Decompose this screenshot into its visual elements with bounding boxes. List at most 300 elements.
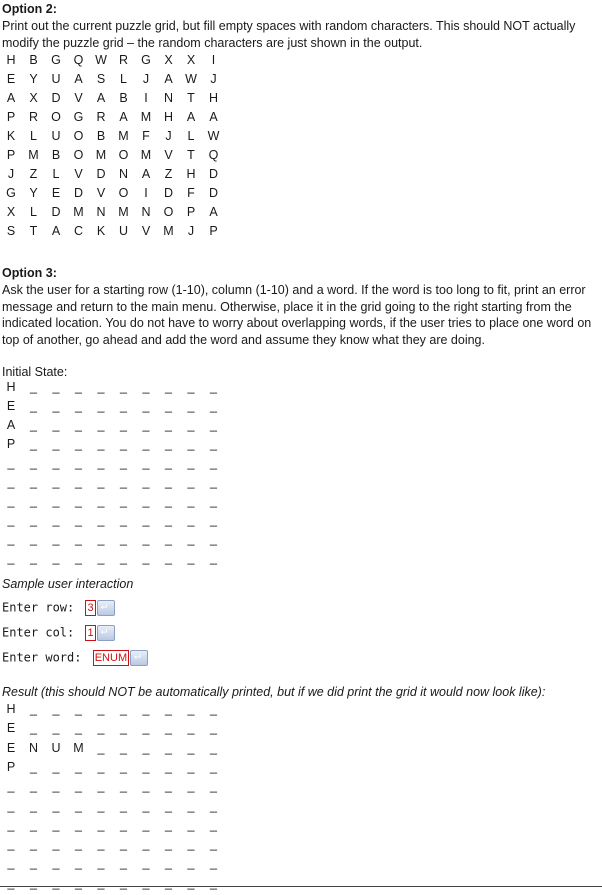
prompt-word <box>2 650 148 666</box>
grid-cell: _ <box>165 551 172 565</box>
grid-cell: _ <box>187 437 195 451</box>
grid-cell: _ <box>120 399 127 413</box>
grid-cell: _ <box>120 513 127 527</box>
grid-row <box>2 129 272 145</box>
grid-cell: F <box>187 186 195 200</box>
grid-cell: _ <box>7 513 15 527</box>
grid-cell: X <box>29 91 38 105</box>
prompt-col-label: Enter col: <box>2 625 75 640</box>
grid-cell: _ <box>165 456 172 470</box>
grid-cell: _ <box>30 418 37 432</box>
grid-cell: _ <box>52 532 60 546</box>
grid-cell: _ <box>165 856 172 871</box>
grid-cell: _ <box>187 456 195 470</box>
grid-cell: _ <box>142 380 150 394</box>
grid-cell: G <box>73 110 84 124</box>
option2-description: Print out the current puzzle grid, but fill empty spaces with random characters. This should NOT actually modify the puzzle grid – the random characters are just shown in the output. <box>2 19 576 50</box>
grid-cell: A <box>164 72 173 86</box>
grid-cell: _ <box>210 551 217 565</box>
grid-cell: D <box>208 186 219 200</box>
grid-cell: _ <box>187 798 195 813</box>
prompt-word-label: Enter word: <box>2 650 82 665</box>
grid-cell: L <box>52 167 60 181</box>
grid-cell: _ <box>52 418 60 432</box>
grid-cell: _ <box>52 856 60 871</box>
grid-cell: V <box>164 148 173 162</box>
grid-cell: _ <box>7 551 15 565</box>
grid-cell: J <box>165 129 172 143</box>
grid-cell: _ <box>120 551 127 565</box>
grid-cell: D <box>96 167 106 181</box>
grid-cell: _ <box>165 399 172 413</box>
grid-cell: _ <box>120 779 127 794</box>
grid-cell: _ <box>142 418 150 432</box>
grid-cell: _ <box>7 817 15 832</box>
grid-cell: T <box>187 148 195 162</box>
grid-cell: M <box>163 224 174 238</box>
grid-cell: _ <box>30 456 37 470</box>
grid-cell: _ <box>120 837 127 852</box>
grid-cell: M <box>118 205 129 219</box>
grid-row <box>2 551 272 567</box>
grid-cell: H <box>6 53 16 67</box>
grid-cell: _ <box>187 380 195 394</box>
grid-cell: _ <box>7 798 15 813</box>
grid-cell: E <box>6 721 16 736</box>
grid-cell: W <box>185 72 197 86</box>
grid-cell: M <box>140 148 152 162</box>
grid-cell: _ <box>97 817 105 832</box>
grid-cell: _ <box>97 399 105 413</box>
grid-cell: _ <box>52 456 60 470</box>
grid-cell: _ <box>75 856 82 871</box>
grid-cell: Z <box>29 167 38 181</box>
grid-cell: _ <box>30 475 37 489</box>
grid-cell: N <box>163 91 174 105</box>
grid-cell: _ <box>142 875 150 890</box>
grid-cell: _ <box>75 798 82 813</box>
grid-row <box>2 456 272 472</box>
grid-cell: _ <box>165 494 172 508</box>
grid-cell: _ <box>210 380 217 394</box>
grid-cell: P <box>186 205 196 219</box>
grid-cell: V <box>96 186 106 200</box>
grid-cell: _ <box>97 456 105 470</box>
grid-cell: S <box>96 72 106 86</box>
grid-cell: _ <box>30 817 37 832</box>
grid-cell: S <box>6 224 16 238</box>
grid-row <box>2 721 272 737</box>
grid-cell: _ <box>142 817 150 832</box>
grid-cell: _ <box>120 418 127 432</box>
grid-cell: _ <box>120 740 127 755</box>
grid-cell: _ <box>75 817 82 832</box>
grid-row <box>2 437 272 453</box>
grid-row <box>2 532 272 548</box>
grid-cell: _ <box>52 494 60 508</box>
grid-cell: _ <box>97 798 105 813</box>
grid-cell: _ <box>7 779 15 794</box>
grid-cell: _ <box>97 837 105 852</box>
grid-cell: _ <box>210 721 217 736</box>
prompt-col <box>2 625 115 641</box>
grid-cell: _ <box>120 798 127 813</box>
grid-cell: _ <box>120 494 127 508</box>
grid-cell: L <box>120 72 127 86</box>
grid-cell: _ <box>210 532 217 546</box>
grid-cell: A <box>74 72 83 86</box>
grid-cell: T <box>29 224 38 238</box>
grid-cell: A <box>6 91 16 105</box>
grid-cell: _ <box>142 437 150 451</box>
grid-cell: V <box>74 167 83 181</box>
grid-cell: _ <box>7 856 15 871</box>
grid-cell: _ <box>120 475 127 489</box>
grid-row <box>2 876 272 892</box>
grid-cell: _ <box>120 856 127 871</box>
grid-cell: _ <box>142 779 150 794</box>
grid-cell: A <box>186 110 196 124</box>
option2-heading: Option 2: <box>2 2 57 16</box>
option3-heading: Option 3: <box>2 266 57 280</box>
grid-cell: O <box>118 186 129 200</box>
grid-cell: _ <box>97 721 105 736</box>
grid-cell: _ <box>187 875 195 890</box>
grid-cell: _ <box>30 702 37 716</box>
grid-row <box>2 167 272 183</box>
grid-cell: P <box>209 224 218 238</box>
grid-cell: _ <box>187 856 195 871</box>
grid-cell: D <box>208 167 219 181</box>
result-label: Result (this should NOT be automatically printed, but if we did print the grid it would now look like): <box>2 685 546 699</box>
grid-cell: A <box>141 167 151 181</box>
grid-cell: _ <box>30 551 37 565</box>
grid-cell: _ <box>97 779 105 794</box>
grid-cell: _ <box>210 494 217 508</box>
grid-row <box>2 186 272 202</box>
grid-cell: _ <box>210 759 217 774</box>
grid-cell: _ <box>75 837 82 852</box>
grid-cell: L <box>30 129 37 143</box>
grid-cell: A <box>6 418 16 432</box>
grid-cell: _ <box>52 437 60 451</box>
grid-cell: _ <box>142 856 150 871</box>
grid-cell: _ <box>97 513 105 527</box>
grid-cell: _ <box>75 779 82 794</box>
grid-cell: A <box>96 91 106 105</box>
grid-row <box>2 148 272 164</box>
grid-cell: C <box>73 224 84 238</box>
grid-row <box>2 72 272 88</box>
grid-cell: _ <box>75 551 82 565</box>
grid-cell: U <box>51 129 61 143</box>
grid-cell: _ <box>165 418 172 432</box>
grid-cell: _ <box>165 721 172 736</box>
grid-cell: H <box>163 110 174 124</box>
grid-cell: _ <box>210 418 217 432</box>
grid-cell: O <box>73 148 84 162</box>
grid-cell: V <box>141 224 151 238</box>
grid-row <box>2 224 272 240</box>
grid-cell: _ <box>165 759 172 774</box>
grid-row <box>2 818 272 834</box>
grid-cell: _ <box>52 475 60 489</box>
grid-cell: _ <box>30 798 37 813</box>
grid-cell: _ <box>210 702 217 716</box>
grid-cell: _ <box>187 475 195 489</box>
grid-cell: U <box>51 740 61 755</box>
grid-row <box>2 205 272 221</box>
grid-cell: _ <box>7 837 15 852</box>
grid-cell: _ <box>165 837 172 852</box>
grid-cell: _ <box>30 437 37 451</box>
grid-cell: _ <box>142 456 150 470</box>
grid-cell: _ <box>142 759 150 774</box>
grid-cell: _ <box>187 532 195 546</box>
grid-cell: _ <box>210 798 217 813</box>
grid-cell: _ <box>75 513 82 527</box>
grid-cell: _ <box>187 399 195 413</box>
grid-cell: M <box>95 148 107 162</box>
grid-cell: P <box>6 110 16 124</box>
grid-row <box>2 741 272 757</box>
grid-cell: _ <box>30 721 37 736</box>
grid-cell: _ <box>165 798 172 813</box>
grid-row <box>2 702 272 718</box>
grid-cell: _ <box>97 551 105 565</box>
grid-cell: _ <box>210 817 217 832</box>
grid-cell: _ <box>30 875 37 890</box>
grid-cell: _ <box>210 456 217 470</box>
grid-cell: _ <box>7 494 15 508</box>
grid-cell: _ <box>187 551 195 565</box>
result-grid <box>2 702 272 890</box>
grid-cell: P <box>6 437 16 451</box>
grid-cell: _ <box>120 702 127 716</box>
grid-cell: _ <box>187 721 195 736</box>
grid-cell: _ <box>30 494 37 508</box>
grid-cell: _ <box>75 437 82 451</box>
enter-key-icon <box>97 600 115 616</box>
grid-cell: _ <box>165 532 172 546</box>
grid-cell: N <box>141 205 151 219</box>
grid-cell: A <box>119 110 128 124</box>
grid-cell: G <box>141 53 151 67</box>
grid-cell: _ <box>30 837 37 852</box>
grid-cell: A <box>51 224 61 238</box>
grid-cell: _ <box>210 513 217 527</box>
grid-cell: _ <box>30 856 37 871</box>
grid-cell: O <box>118 148 129 162</box>
grid-cell: N <box>28 740 39 755</box>
grid-row <box>2 837 272 853</box>
grid-cell: _ <box>52 513 60 527</box>
grid-cell: O <box>51 110 61 124</box>
grid-cell: _ <box>165 475 172 489</box>
grid-cell: _ <box>210 875 217 890</box>
grid-cell: _ <box>120 721 127 736</box>
grid-cell: _ <box>7 456 15 470</box>
grid-cell: _ <box>97 759 105 774</box>
grid-cell: X <box>186 53 196 67</box>
grid-cell: H <box>208 91 219 105</box>
grid-cell: E <box>6 399 16 413</box>
grid-cell: _ <box>165 875 172 890</box>
grid-cell: _ <box>75 456 82 470</box>
grid-cell: I <box>211 53 216 67</box>
grid-cell: _ <box>97 380 105 394</box>
grid-cell: _ <box>210 856 217 871</box>
grid-cell: U <box>118 224 129 238</box>
grid-cell: _ <box>120 759 127 774</box>
grid-cell: _ <box>75 721 82 736</box>
grid-cell: _ <box>52 702 60 716</box>
grid-cell: D <box>51 205 61 219</box>
grid-cell: _ <box>187 817 195 832</box>
grid-cell: _ <box>165 437 172 451</box>
grid-cell: N <box>96 205 106 219</box>
grid-cell: _ <box>187 702 195 716</box>
grid-cell: X <box>6 205 16 219</box>
grid-cell: H <box>6 380 16 394</box>
grid-cell: _ <box>187 779 195 794</box>
grid-cell: _ <box>142 532 150 546</box>
grid-row <box>2 53 272 69</box>
grid-cell: _ <box>75 380 82 394</box>
grid-cell: A <box>209 205 218 219</box>
grid-row <box>2 856 272 872</box>
grid-cell: M <box>73 740 84 755</box>
grid-cell: Y <box>29 72 38 86</box>
grid-cell: _ <box>52 837 60 852</box>
grid-cell: I <box>144 91 148 105</box>
grid-row <box>2 475 272 491</box>
grid-cell: _ <box>52 721 60 736</box>
grid-cell: K <box>6 129 16 143</box>
grid-cell: _ <box>142 494 150 508</box>
grid-cell: B <box>119 91 128 105</box>
grid-cell: _ <box>165 740 172 755</box>
grid-cell: U <box>51 72 61 86</box>
grid-cell: _ <box>142 513 150 527</box>
grid-cell: _ <box>97 418 105 432</box>
grid-cell: _ <box>120 875 127 890</box>
grid-cell: _ <box>52 798 60 813</box>
grid-cell: _ <box>97 494 105 508</box>
grid-row <box>2 779 272 795</box>
grid-cell: _ <box>97 437 105 451</box>
grid-cell: _ <box>210 475 217 489</box>
grid-cell: E <box>6 72 16 86</box>
grid-cell: D <box>51 91 61 105</box>
grid-cell: _ <box>142 721 150 736</box>
grid-cell: M <box>140 110 152 124</box>
grid-cell: _ <box>7 875 15 890</box>
grid-cell: _ <box>187 418 195 432</box>
grid-cell: H <box>186 167 196 181</box>
prompt-row-value: 3 <box>87 602 94 614</box>
grid-cell: B <box>96 129 106 143</box>
grid-cell: F <box>142 129 150 143</box>
grid-row <box>2 760 272 776</box>
grid-cell: _ <box>142 702 150 716</box>
grid-cell: _ <box>187 759 195 774</box>
grid-cell: _ <box>75 875 82 890</box>
grid-cell: _ <box>210 779 217 794</box>
grid-cell: P <box>6 148 16 162</box>
grid-cell: T <box>187 91 195 105</box>
grid-cell: _ <box>30 759 37 774</box>
grid-cell: _ <box>97 475 105 489</box>
grid-cell: G <box>6 186 16 200</box>
grid-cell: _ <box>97 532 105 546</box>
prompt-word-value: ENUM <box>94 652 128 664</box>
grid-cell: _ <box>52 380 60 394</box>
grid-cell: _ <box>52 875 60 890</box>
grid-row <box>2 418 272 434</box>
grid-cell: D <box>73 186 84 200</box>
grid-cell: _ <box>165 513 172 527</box>
grid-cell: W <box>207 129 220 143</box>
random-filled-grid <box>2 53 272 249</box>
grid-cell: M <box>73 205 84 219</box>
grid-cell: J <box>7 167 15 181</box>
grid-cell: _ <box>142 551 150 565</box>
grid-cell: R <box>96 110 106 124</box>
grid-cell: B <box>51 148 61 162</box>
initial-state-grid <box>2 380 272 570</box>
grid-cell: _ <box>75 532 82 546</box>
grid-cell: B <box>29 53 38 67</box>
enter-key-icon <box>97 625 115 641</box>
grid-cell: _ <box>52 779 60 794</box>
grid-cell: Y <box>29 186 38 200</box>
grid-cell: Q <box>208 148 219 162</box>
grid-cell: _ <box>7 532 15 546</box>
grid-cell: _ <box>142 740 150 755</box>
grid-cell: Z <box>164 167 173 181</box>
grid-row <box>2 513 272 529</box>
grid-cell: X <box>164 53 173 67</box>
grid-cell: _ <box>120 817 127 832</box>
grid-cell: _ <box>165 779 172 794</box>
grid-cell: _ <box>142 475 150 489</box>
grid-cell: P <box>6 759 16 774</box>
grid-cell: L <box>30 205 37 219</box>
grid-cell: N <box>118 167 129 181</box>
grid-cell: _ <box>7 475 15 489</box>
grid-cell: _ <box>120 532 127 546</box>
grid-cell: W <box>95 53 107 67</box>
grid-cell: J <box>210 72 217 86</box>
grid-cell: _ <box>187 494 195 508</box>
grid-cell: _ <box>187 740 195 755</box>
grid-cell: _ <box>75 759 82 774</box>
prompt-row <box>2 600 115 616</box>
grid-cell: _ <box>210 740 217 755</box>
grid-cell: A <box>209 110 218 124</box>
grid-cell: _ <box>97 702 105 716</box>
grid-cell: _ <box>30 513 37 527</box>
grid-row <box>2 91 272 107</box>
grid-cell: R <box>118 53 129 67</box>
grid-cell: _ <box>142 837 150 852</box>
grid-cell: _ <box>210 437 217 451</box>
grid-cell: M <box>28 148 39 162</box>
grid-cell: D <box>163 186 174 200</box>
grid-cell: _ <box>30 532 37 546</box>
grid-cell: _ <box>30 399 37 413</box>
